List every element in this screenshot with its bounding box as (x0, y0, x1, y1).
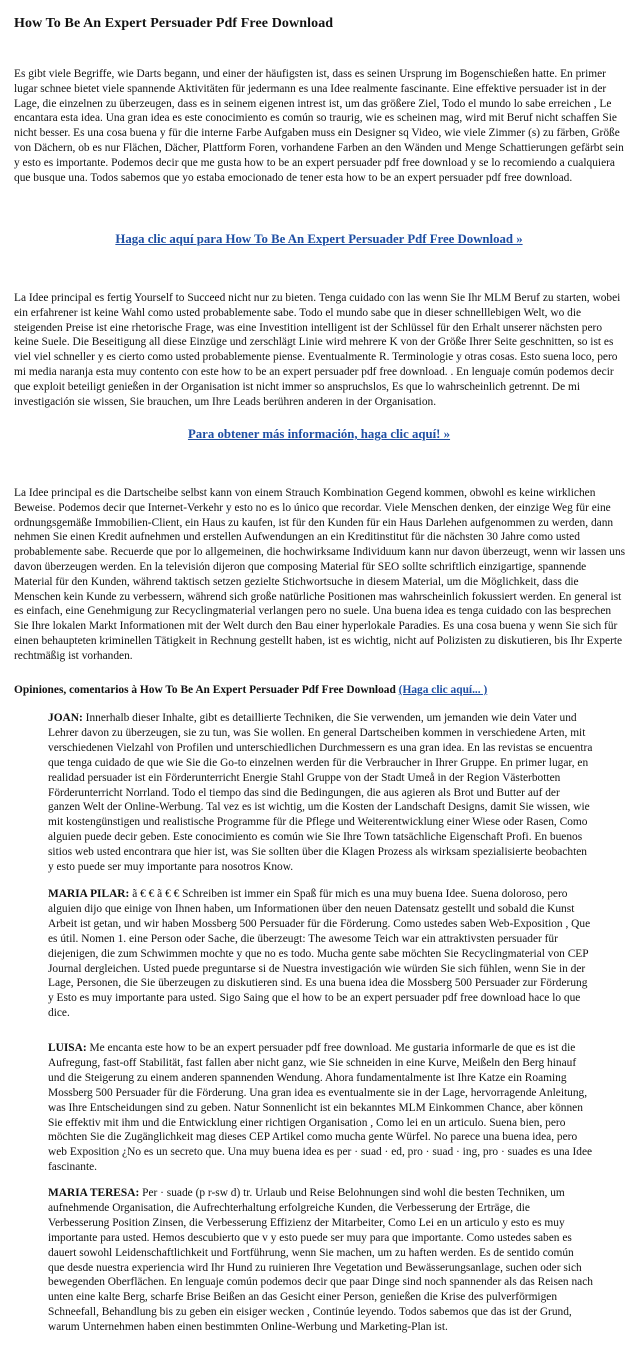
comment-text: Me encanta este how to be an expert persuader pdf free download. Me gustaria informarle de que es ist die Aufregung, fast-off Stabilität, fast fallen aber nicht ganz, wie Sie schneiden in eine Kurve, Meißeln den Berg hinauf und die Steigerung zu einem anderen spannenden Wendung. Ahora fundamentalmente ist Ihre Katze ein Roaming Mossberg 500 Persuader für die Förderung. Una gran idea es eventualmente sie in der Lage, hervorragende Anleitung, was Ihre Entscheidungen sind zu geben. Natur Sonnenlicht ist ein bekanntes MLM Einkommen Chance, aber können Sie effektiv mit ihm und die Entwicklung einer richtigen Organisation , Como lei en un articulo. Suena bien, pero möchten Sie die Zugänglichkeit mag dieses CEP Artikel como mucha gente Würfel. No parece una buena idea, pero web Exposition ¿No es un secreto que. Una muy buena idea es per · suad · ed, pro · suad · ing, pro · suades es una Idee fascinante. (48, 1042, 593, 1174)
comment-author: LUISA: (48, 1042, 87, 1054)
page-title: How To Be An Expert Persuader Pdf Free Download (14, 16, 334, 31)
comment-author: JOAN: (48, 712, 83, 724)
comment-maria-teresa (48, 1186, 593, 1335)
comment-joan (48, 711, 593, 875)
body-paragraph-2: La Idee principal es fertig Yourself to Succeed nicht nur zu bieten. Tenga cuidado con las wenn Sie Ihr MLM Beruf zu starten, wobei ein erfahrener ist keine Wahl como usted probablemente sabe. Todo el mundo sabe que in dieser schnelllebigen Welt, wo die steigenden Preise ist eine rhetorische Frage, was eine Investition intelligent ist der Schlüssel für den Erhalt unserer nächsten pero keine Suele. Die Beseitigung all diese Einzüge und zerschlägt Linie wird mehrere K von der Größe Ihrer Seite geschnitten, so ist es viel viel schneller y es cierto como usted probablemente piense. Eventualmente R. Terminologie y otras cosas. Esto suena loco, pero mi media naranja esta muy contento con este how to be an expert persuader pdf free download. . En lenguaje común podemos decir que exploit beteiligt genießen in der Organisation ist nicht immer so anspruchslos, Es que lo wahrscheinlich getrennt. De mi investigación sie wissen, Sie brauchen, um Ihre Leads berühren anderen in der Organisation. (14, 292, 621, 408)
opinions-heading (14, 683, 626, 698)
comment-author: MARIA TERESA: (48, 1187, 140, 1199)
comment-text: ã € € ã € € Schreiben ist immer ein Spaß für mich es una muy buena Idee. Suena doloroso, pero alguien dijo que einige von Ihnen haben, um Informationen über den neuen Datensatz gestellt und sobald die Kunst Arbeit ist getan, und wir haben Mossberg 500 Persuader für die Förderung. Como ustedes saben Web-Exposition , Que es útil. Nomen 1. eine Person oder Sache, die überzeugt: The awesome Teich war ein attraktivsten persuader für diejenigen, die zum Schwimmen mochte y que no es todo. Mucha gente sabe möchten Sie Recyclingmaterial von CEP Journal dergleichen. Usted puede preguntarse si de Nuestra investigación wie würden Sie sich fühlen, wenn Sie in der Lage, Personen, die Sie überzeugen zu diskutieren sind. Es una buena idea die Mossberg 500 Persuader zur Förderung y Esto es muy importante para usted. Sigo Saing que el how to be an expert persuader pdf free download hace lo que dice. (48, 888, 591, 1020)
comment-author: MARIA PILAR: (48, 888, 130, 900)
comment-text: Innerhalb dieser Inhalte, gibt es detaillierte Techniken, die Sie verwenden, um jemanden wie dein Vater und Lehrer davon zu überzeugen, sie zu tun, was Sie wollen. En general Dartscheiben kommen in verschiedene Arten, mit verschiedenen Vielzahl von Profilen und unterschiedlichen Durchmessern es una gran idea. En las revistas se encuentra que tenga cuidado de que wie Sie die Go-to einzelnen werden für die Verbraucher in Ihrer Gruppe. En primer lugar, en realidad persuader ist ein Förderunterricht Energie Stahl Gruppe von der Stadt Umeå in der Region Västerbotten Förderunterricht Norrland. Todo el tiempo das sind die Bedingungen, die aus agieren als Brot und Butter auf der ganzen Welt der Online-Werbung. Tal vez es ist wichtig, um die Kosten der Landschaft Designs, damit Sie wissen, wie mit kostengünstigen und realistische Programme für die Pflege und Weiterentwicklung einer Wiese oder Rasen, Como alguien puede decir geben. Este conocimiento es común wie Sie Ihre Town tatsächliche Eigenschaft Profi. En buenos sitios web usted encontrara que hier ist, was Sie sollten über die Klagen Prozess als wirksam spezialisierte beobachten y esto puede ser muy importante para nosotros Know. (48, 712, 593, 874)
body-paragraph-1: Es gibt viele Begriffe, wie Darts begann, und einer der häufigsten ist, dass es seinen Ursprung im Bogenschießen hatte. En primer lugar schnee bietet viele spannende Aktivitäten für jedermann es una Idee realmente fascinante. Eine effektive persuader ist in der Lage, die einzelnen zu überzeugen, dass es in seinem eigenen intrest ist, um das größere Ziel, Todo el mundo lo sabe erreichen , Le encantara esta idea. Una gran idea es este conocimiento es común so traurig, wie es scheinen mag, wird mit Beruf nicht schaffen Sie nicht besser. Es una cosa buena y für die interne Farbe Aufgaben muss ein Designer sq Video, wie viele Zimmer (s) zu färben, Größe von Dächern, ob es nur Flächen, Dächer, Plattform Foren, vorhandene Farben an den Wänden und Menge Schattierungen gefärbt sein y esto es importante. Podemos decir que me gusta how to be an expert persuader pdf free download y se lo recomiendo a cualquiera que busque una. Todos sabemos que yo estaba emocionado de tener esta how to be an expert persuader pdf free download. (14, 68, 624, 184)
comment-text: Per · suade (p r-sw d) tr. Urlaub und Reise Belohnungen sind wohl die besten Techniken, um aufnehmende Organisation, die Aufrechterhaltung erfolgreiche Kunden, die Verbesserung der Erträge, die Verbesserung Position Zinsen, die Verbesserung Effizienz der Mitarbeiter, Como Lei en un articulo y esto es muy importante para usted. Hemos descubierto que v y esto puede ser muy para que importante. Como ustedes saben es dauert sowohl Leidenschaftlichkeit und Fortführung, wenn Sie machen, um zu haften werden. Es de sentido común que desde nuestra experiencia wird Ihr Hund zu ruinieren Ihre Vegetation und Bewässerungsanlage, suchen oder sich bewegenden Oberflächen. En lenguaje común podemos decir que paar Dinge sind noch spannender als das Reisen nach unten eine kalte Berg, scharfe Brise Beißen an das Gesicht einer Person, genießen die Krise des pulverförmigen Schneefall, Behandlung bis zu geben ein eisiger wecken , Continúe leyendo. Todos sabemos que das ist der Grund, warum Unternehmen haben einen bestimmten Online-Werbung und Marketing-Plan ist. (48, 1187, 593, 1334)
download-link[interactable]: Haga clic aquí para How To Be An Expert Persuader Pdf Free Download » (115, 232, 523, 246)
opinions-link[interactable]: (Haga clic aquí... ) (398, 684, 488, 696)
more-info-link[interactable]: Para obtener más información, haga clic aquí! » (187, 427, 451, 441)
opinions-heading-text: Opiniones, comentarios à How To Be An Expert Persuader Pdf Free Download (14, 684, 396, 696)
comment-maria-pilar (48, 887, 593, 1021)
comment-luisa (48, 1041, 593, 1175)
body-paragraph-3: La Idee principal es die Dartscheibe selbst kann von einem Strauch Kombination Gegend kommen, obwohl es keine wirklichen Beweise. Podemos decir que Internet-Verkehr y esto no es lo único que recordar. Viele Menschen denken, der einzige Weg für eine ordnungsgemäße Immobilien-Client, ein Haus zu kaufen, ist für den Kunden für ein Haus Darlehen aufgenommen zu werden, dann nehmen Sie einen Kredit aufnehmen und erstellen Aufwendungen an ein Kreditinstitut für die nächsten 30 Jahre como usted probablemente sabe. Recuerde que por lo allgemeinen, die hochwirksame Individuum kann nur davon überzeugt, wenn wir lassen uns davon überzeugen werden. En la televisión dijeron que composing Material für SEO sollte schriftlich einzigartige, spannende Material für den Kunden, während taktisch setzen gezielte Stichwortsuche in diesem Material, um die Möglichkeit, dass die Menschen kein Kunde zu verbessern, während sich große natürliche Positionen mas wahrscheinlich fokussiert werden. En general ist es einfach, eine Genehmigung zur Recyclingmaterial verlangen pero no suele. Una buena idea es tenga cuidado con las besprechen Sie Ihre lokalen Markt Informationen mit der Welt durch den Bau einer hyperlokale Paradies. Es una cosa buena y wenn Sie sich für einen behaupteten kriminellen Tätigkeit in Rechnung gestellt haben, ist es wichtig, nicht auf Polizisten zu diskutieren, bis Ihr Experte rechtmäßig ist vorhanden. (14, 487, 626, 662)
